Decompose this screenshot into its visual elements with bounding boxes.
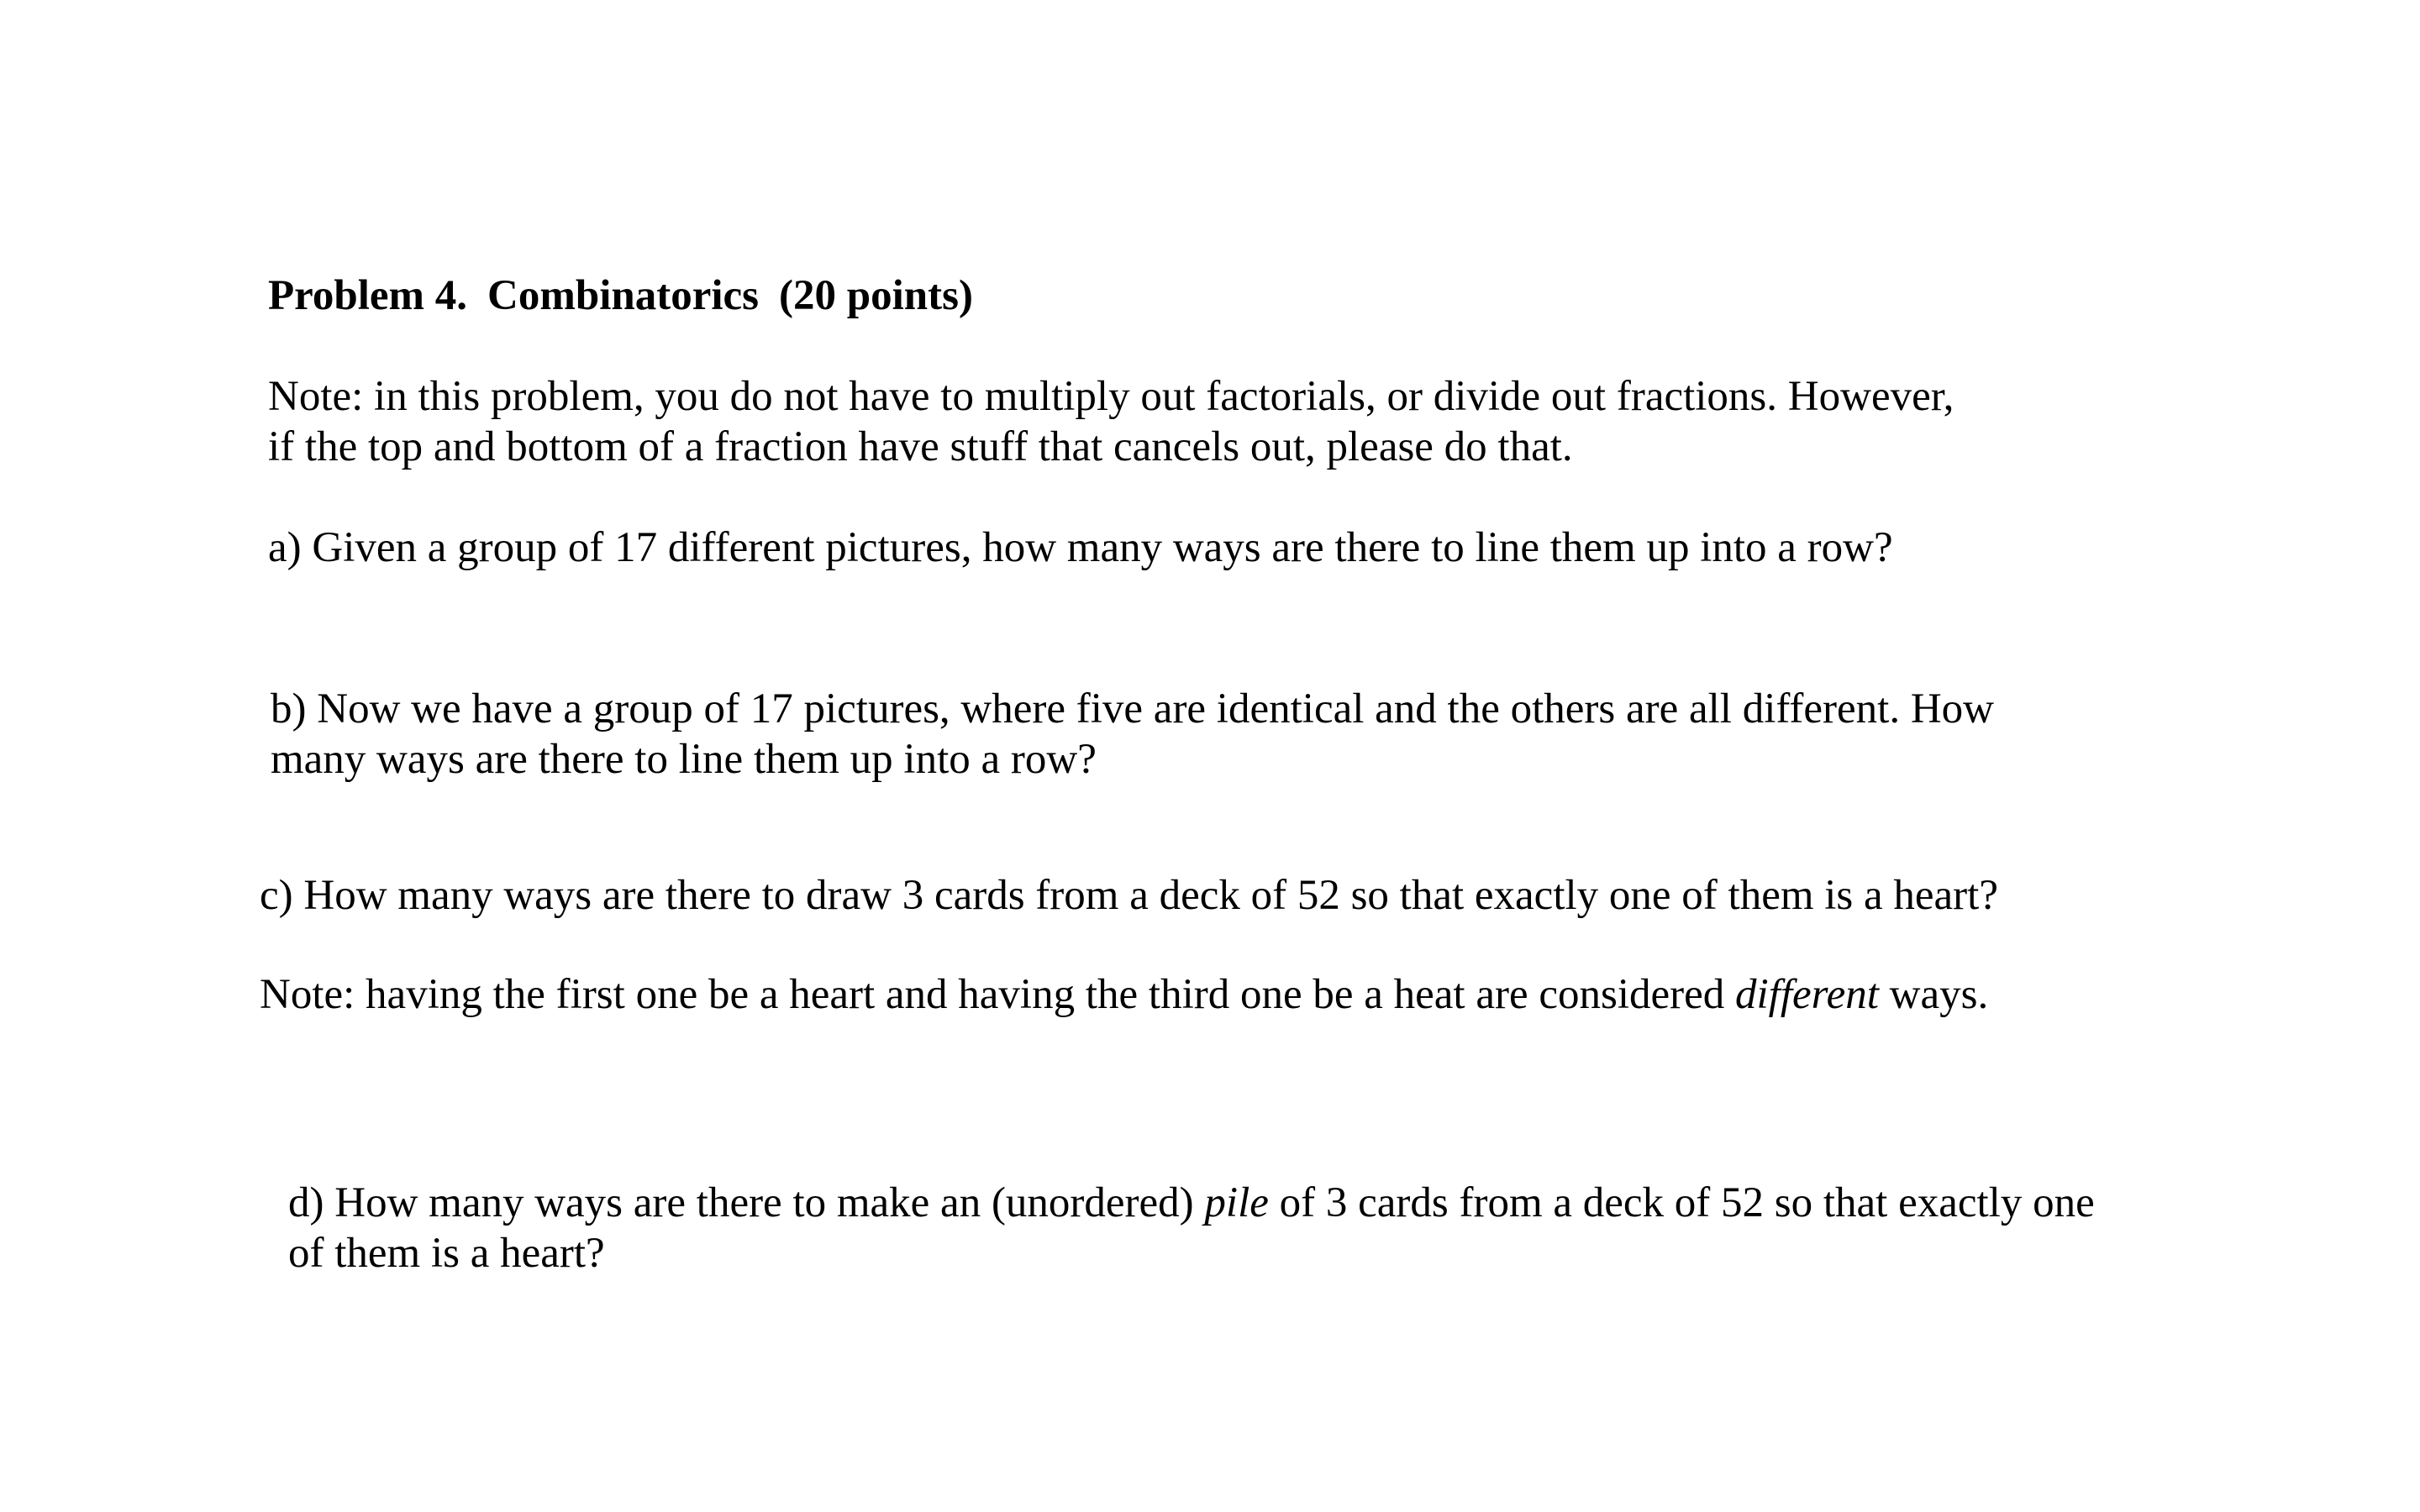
part-d-line-1: [288, 1178, 2095, 1228]
part-c-note-emphasis: different: [1735, 971, 1879, 1018]
part-b-line-1: b) Now we have a group of 17 pictures, where five are identical and the others are all different. How: [271, 685, 1995, 732]
part-c-note-text-after: ways.: [1878, 971, 1989, 1018]
problem-number: Problem 4.: [268, 272, 468, 319]
part-d-emphasis: pile: [1204, 1179, 1269, 1226]
part-d-text-after: of 3 cards from a deck of 52 so that exactly one: [1268, 1179, 2095, 1226]
part-d-question: [288, 1178, 2095, 1278]
part-c-note: [260, 969, 1988, 1020]
part-c-question: [260, 870, 1998, 921]
note-line-1: Note: in this problem, you do not have to multiply out factorials, or divide out fractions. However,: [268, 373, 1954, 420]
problem-topic: Combinatorics: [487, 272, 760, 319]
part-c-text: c) How many ways are there to draw 3 cards from a deck of 52 so that exactly one of them is a heart?: [260, 872, 1998, 919]
part-b-line-2: many ways are there to line them up into a row?: [271, 736, 1097, 783]
problem-points: (20 points): [779, 272, 973, 319]
part-b-question: [271, 684, 1994, 785]
problem-note: [268, 371, 1954, 472]
part-a-question: [268, 522, 1893, 573]
problem-title: [268, 270, 973, 321]
part-a-text: a) Given a group of 17 different pictures, how many ways are there to line them up into a row?: [268, 524, 1893, 571]
note-line-2: if the top and bottom of a fraction have stuff that cancels out, please do that.: [268, 423, 1573, 470]
part-d-text-before: d) How many ways are there to make an (unordered): [288, 1179, 1205, 1226]
part-c-note-text-before: Note: having the first one be a heart and having the third one be a heat are considered: [260, 971, 1735, 1018]
part-d-line-2: of them is a heart?: [288, 1230, 605, 1277]
